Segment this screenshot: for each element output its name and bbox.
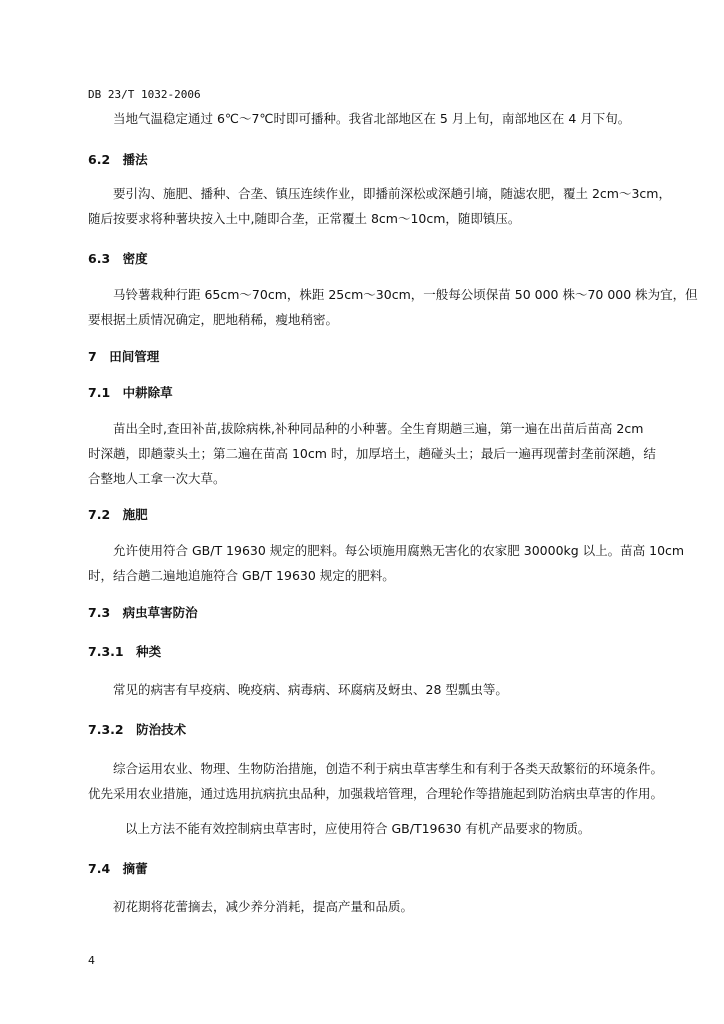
paragraph-7-3-2 [88, 756, 664, 806]
paragraph-7-1-line-1: 苗出全时,查田补苗,拔除病株,补种同品种的小种薯。全生育期趟三遍，第一遍在出苗后苗高 2cm [113, 421, 644, 436]
paragraph-7-2 [88, 538, 685, 588]
heading-7-3-2: 7.3.2 防治技术 [88, 722, 187, 737]
paragraph-7-2-line-2: 时，结合趟二遍地追施符合 GB/T 19630 规定的肥料。 [88, 568, 395, 583]
heading-7-2: 7.2 施肥 [88, 507, 148, 522]
paragraph-7-1 [88, 416, 654, 491]
paragraph-7-3-2-line-3: 以上方法不能有效控制病虫草害时，应使用符合 GB/T19630 有机产品要求的物质。 [125, 821, 591, 836]
heading-7-4: 7.4 摘蕾 [88, 861, 148, 876]
page-number: 4 [88, 954, 95, 967]
paragraph-7-4-line-1: 初花期将花蕾摘去，减少养分消耗，提高产量和品质。 [113, 899, 414, 914]
paragraph-6-2-line-1: 要引沟、施肥、播种、合垄、镇压连续作业，即播前深松或深趟引墒，随滤农肥，覆土 2cm～3cm， [113, 186, 671, 201]
paragraph-7-3-2-b [88, 816, 654, 841]
heading-7-3-1: 7.3.1 种类 [88, 644, 162, 659]
paragraph-7-3-2-line-1: 综合运用农业、物理、生物防治措施，创造不利于病虫草害孳生和有利于各类天敌繁衍的环境条件。 [113, 761, 664, 776]
paragraph-6-3-line-1: 马铃薯栽种行距 65cm～70cm，株距 25cm～30cm，一般每公顷保苗 50 000 株～70 000 株为宜，但 [113, 287, 698, 302]
intro-line-1: 当地气温稳定通过 6℃～7℃时即可播种。我省北部地区在 5 月上旬，南部地区在 4 月下旬。 [113, 111, 631, 126]
paragraph-7-1-line-2: 时深趟，即趟蒙头土；第二遍在苗高 10cm 时，加厚培土，趟碰头土；最后一遍再现蕾封垄前深趟，结 [88, 446, 656, 461]
paragraph-6-3-line-2: 要根据土质情况确定，肥地稍稀，瘦地稍密。 [88, 312, 339, 327]
paragraph-6-2-line-2: 随后按要求将种薯块按入土中,随即合垄，正常覆土 8cm～10cm，随即镇压。 [88, 211, 521, 226]
paragraph-7-3-1-line-1: 常见的病害有早疫病、晚疫病、病毒病、环腐病及蚜虫、28 型瓢虫等。 [113, 682, 508, 697]
paragraph-7-3-1 [88, 677, 654, 702]
intro-paragraph [88, 106, 654, 131]
paragraph-7-4 [88, 894, 654, 919]
paragraph-7-1-line-3: 合整地人工拿一次大草。 [88, 471, 226, 486]
document-id: DB 23/T 1032-2006 [88, 88, 201, 101]
heading-6-2: 6.2 播法 [88, 152, 148, 167]
heading-7-1: 7.1 中耕除草 [88, 385, 173, 400]
paragraph-7-3-2-line-2: 优先采用农业措施，通过选用抗病抗虫品种，加强栽培管理，合理轮作等措施起到防治病虫草害的作用。 [88, 786, 664, 801]
paragraph-6-3 [88, 282, 698, 332]
paragraph-6-2 [88, 181, 671, 231]
paragraph-7-2-line-1: 允许使用符合 GB/T 19630 规定的肥料。每公顷施用腐熟无害化的农家肥 30000kg 以上。苗高 10cm [113, 543, 685, 558]
heading-7-3: 7.3 病虫草害防治 [88, 605, 198, 620]
heading-7: 7 田间管理 [88, 349, 160, 364]
heading-6-3: 6.3 密度 [88, 251, 148, 266]
